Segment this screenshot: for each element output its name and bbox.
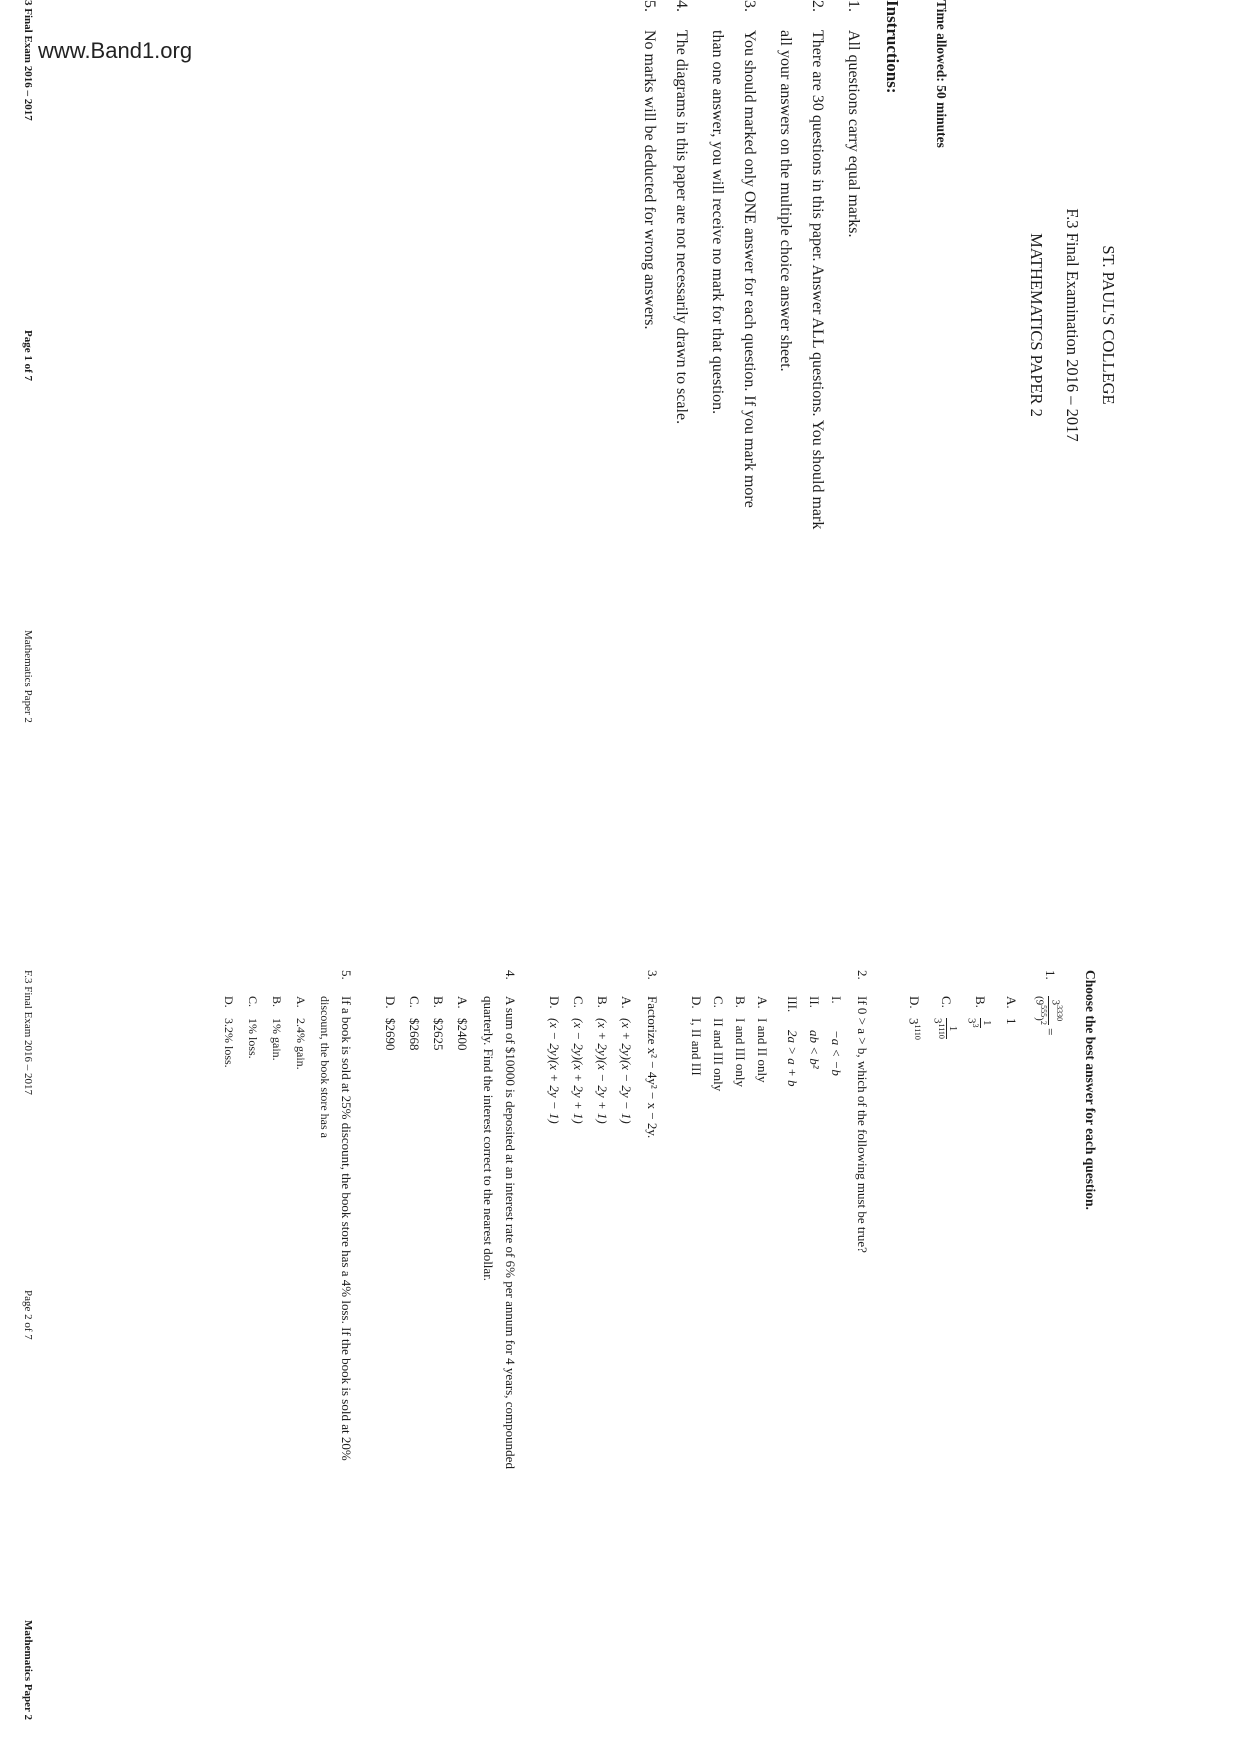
footer-page: Page 2 of 7 xyxy=(22,1290,34,1340)
paren: ) xyxy=(1033,1017,1046,1021)
fraction-numerator: 1 xyxy=(981,1020,993,1026)
roman-numeral: II. xyxy=(807,996,822,1008)
question-5-cont: discount, the book store has a xyxy=(318,996,332,1138)
q1-option-c xyxy=(931,996,959,1039)
instruction-1 xyxy=(844,0,862,238)
base: 3 xyxy=(1049,999,1062,1006)
option-text: 1 xyxy=(1004,1018,1019,1025)
question-number: 3. xyxy=(645,970,660,980)
instruction-text: No marks will be deducted for wrong answers. xyxy=(641,30,658,330)
option-letter: D. xyxy=(383,996,398,1009)
roman-numeral: I. xyxy=(829,996,844,1004)
instruction-number: 5. xyxy=(641,0,658,12)
option-text: I and III only xyxy=(733,1018,748,1087)
option-letter: D. xyxy=(689,996,704,1009)
option-letter: B. xyxy=(973,996,989,1008)
option-letter: A. xyxy=(294,996,308,1008)
option-text: (x − 2y)(x + 2y − 1) xyxy=(547,1018,562,1124)
question-number: 1. xyxy=(1042,970,1058,980)
paper-title: MATHEMATICS PAPER 2 xyxy=(1027,233,1046,417)
exponent: 2 xyxy=(1039,1020,1049,1025)
option-text: II and III only xyxy=(711,1018,726,1092)
fraction-numerator: 1 xyxy=(946,1018,959,1039)
option-text: (x + 2y)(x − 2y − 1) xyxy=(619,1018,634,1124)
statement-text: ab < b² xyxy=(807,1030,822,1069)
fraction-denominator xyxy=(965,1018,980,1028)
exponent: 1110 xyxy=(913,1024,922,1040)
option-fraction xyxy=(965,1018,993,1028)
instruction-text: The diagrams in this paper are not necessarily drawn to scale. xyxy=(673,30,690,425)
option-letter: A. xyxy=(755,996,770,1009)
exponent: 1110 xyxy=(937,1023,946,1039)
q2-statement-2 xyxy=(806,996,822,1069)
option-letter: D. xyxy=(222,996,236,1008)
question-text: A sum of $10000 is deposited at an interest rate of 6% per annum for 4 years, compounded xyxy=(503,996,518,1469)
question-4 xyxy=(502,970,518,1469)
option-letter: B. xyxy=(733,996,748,1008)
option-text: (x − 2y)(x + 2y + 1) xyxy=(571,1018,586,1124)
question-text: If a book is sold at 25% discount, the book store has a 4% loss. If the book is sold at 20% xyxy=(339,996,354,1461)
option-letter: D. xyxy=(906,996,922,1009)
q2-option-a xyxy=(754,996,770,1083)
q4-option-c xyxy=(406,996,422,1051)
footer-right: Mathematics Paper 2 xyxy=(22,630,34,723)
option-text: 2.4% gain. xyxy=(294,1018,308,1070)
watermark-text: www.Band1.org xyxy=(38,38,193,63)
q3-option-a xyxy=(618,996,634,1124)
question-number: 5. xyxy=(339,970,354,980)
option-letter: A. xyxy=(1004,996,1019,1009)
q4-option-d xyxy=(382,996,398,1051)
q5-option-a xyxy=(293,996,308,1070)
option-text: I and II only xyxy=(755,1018,770,1083)
option-text: I, II and III xyxy=(689,1018,704,1076)
q1-option-d xyxy=(906,996,922,1040)
footer-right: Mathematics Paper 2 xyxy=(22,1620,34,1720)
q5-option-c xyxy=(245,996,260,1059)
instruction-number: 2. xyxy=(809,0,826,12)
instruction-number: 4. xyxy=(673,0,690,12)
statement-text: −a < −b xyxy=(829,1030,844,1076)
instruction-5 xyxy=(640,0,658,329)
question-number: 4. xyxy=(503,970,518,980)
equals: = xyxy=(1042,1028,1058,1036)
instruction-text: All questions carry equal marks. xyxy=(845,30,862,238)
option-letter: C. xyxy=(571,996,586,1008)
roman-numeral: III. xyxy=(785,996,800,1013)
base: 3 xyxy=(965,1018,978,1024)
instruction-text: There are 30 questions in this paper. Answer ALL questions. You should mark xyxy=(809,30,826,530)
question-5 xyxy=(338,970,354,1461)
option-letter: B. xyxy=(595,996,610,1008)
option-text: $2668 xyxy=(407,1018,422,1051)
q1-option-a xyxy=(1003,996,1019,1025)
option-text: $2400 xyxy=(455,1018,470,1051)
instruction-2-cont: all your answers on the multiple choice answer sheet. xyxy=(777,30,794,372)
option-letter: A. xyxy=(619,996,634,1009)
statement-text: 2a > a + b xyxy=(785,1030,800,1087)
option-text: 3.2% loss. xyxy=(222,1018,236,1068)
option-text: 1% loss. xyxy=(246,1018,260,1059)
option-text: $2625 xyxy=(431,1018,446,1051)
q4-option-a xyxy=(454,996,470,1051)
exponent: 555 xyxy=(1039,1005,1049,1018)
question-text: Factorize x² − 4y² − x − 2y. xyxy=(645,996,660,1139)
option-text: (x + 2y)(x − 2y + 1) xyxy=(595,1018,610,1124)
option-letter: C. xyxy=(407,996,422,1008)
option-fraction xyxy=(931,1018,959,1039)
section-heading: Choose the best answer for each question. xyxy=(1083,970,1098,1210)
option-letter: D. xyxy=(547,996,562,1009)
fraction-denominator xyxy=(1034,996,1049,1025)
exponent: 3 xyxy=(971,1023,980,1028)
option-letter: C. xyxy=(246,996,260,1008)
q3-option-b xyxy=(594,996,610,1124)
option-letter: C. xyxy=(711,996,726,1008)
exponent: 3330 xyxy=(1055,1005,1064,1022)
q1-fraction xyxy=(1034,996,1064,1025)
q5-option-d xyxy=(221,996,236,1068)
footer-left: F.3 Final Exam 2016 – 2017 xyxy=(22,970,34,1096)
question-2 xyxy=(854,970,870,1253)
q2-option-b xyxy=(732,996,748,1087)
q2-statement-1 xyxy=(828,996,844,1076)
question-1 xyxy=(1034,970,1064,1035)
q2-statement-3 xyxy=(784,996,800,1087)
q2-option-d xyxy=(688,996,704,1076)
option-letter: B. xyxy=(431,996,446,1008)
footer-left: 3 Final Exam 2016 – 2017 xyxy=(22,0,34,121)
instruction-4 xyxy=(672,0,690,424)
option-letter: C. xyxy=(939,996,955,1008)
q3-option-d xyxy=(546,996,562,1124)
exam-title: F.3 Final Examination 2016 – 2017 xyxy=(1063,208,1082,442)
q5-option-b xyxy=(269,996,284,1061)
q4-option-b xyxy=(430,996,446,1051)
question-number: 2. xyxy=(855,970,870,980)
instruction-3 xyxy=(740,0,758,508)
q1-option-b xyxy=(965,996,993,1028)
option-letter: B. xyxy=(270,996,284,1008)
base: (9 xyxy=(1033,996,1046,1006)
q2-option-c xyxy=(710,996,726,1091)
base: 3 xyxy=(906,1018,922,1025)
instruction-number: 3. xyxy=(741,0,758,12)
question-text: If 0 > a > b, which of the following must be true? xyxy=(855,996,870,1253)
option-letter: A. xyxy=(455,996,470,1009)
instruction-2 xyxy=(808,0,826,529)
fraction-numerator xyxy=(1048,996,1064,1025)
option-text: $2690 xyxy=(383,1018,398,1051)
footer-page: Page 1 of 7 xyxy=(22,330,34,382)
instruction-number: 1. xyxy=(845,0,862,12)
question-4-cont: quarterly. Find the interest correct to the nearest dollar. xyxy=(481,996,496,1282)
time-allowed: Time allowed: 50 minutes xyxy=(934,0,949,148)
instruction-text: You should marked only ONE answer for each question. If you mark more xyxy=(741,30,758,508)
q3-option-c xyxy=(570,996,586,1124)
fraction-denominator xyxy=(931,1018,946,1039)
question-3 xyxy=(644,970,660,1138)
instructions-heading: Instructions: xyxy=(883,0,902,94)
option-text: 1% gain. xyxy=(270,1018,284,1061)
instruction-3-cont: than one answer, you will receive no mark for that question. xyxy=(709,30,726,415)
school-name: ST. PAUL'S COLLEGE xyxy=(1099,245,1118,405)
base: 3 xyxy=(931,1018,944,1024)
